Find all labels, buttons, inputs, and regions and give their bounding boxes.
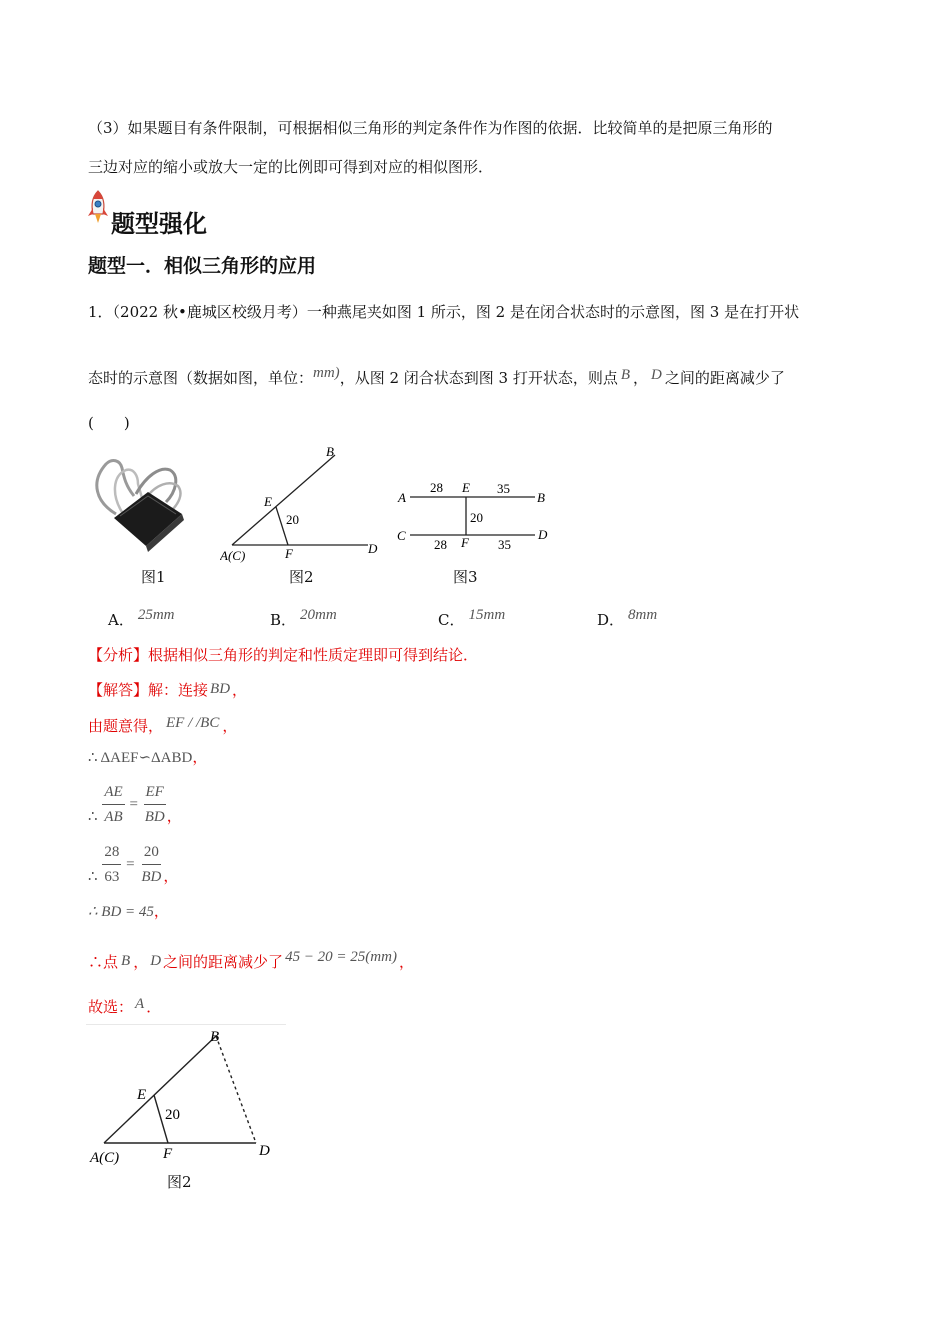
solution-line-4: ∴ $\frac{AE}{AB}$ = $\frac{EF}{BD}$ ， [88, 784, 182, 825]
label-a-c: A(C) [90, 1150, 120, 1166]
figure-3-caption: 图3 [453, 568, 478, 586]
dashed-segment-bd [216, 1036, 256, 1143]
label-a: A [398, 490, 406, 505]
option-a[interactable]: A． 25mm [108, 607, 175, 629]
label-ef-length: 20 [470, 510, 483, 525]
fraction-ae-ab: $\frac{AE}{AB}$ [104, 784, 123, 825]
label-cf-length: 28 [434, 537, 447, 552]
label-e: E [264, 494, 272, 509]
label-f: F [461, 535, 469, 550]
solution-line-7: ∴点 B ， D 之间的距离减少了 45 − 20 = 25(mm) ， [88, 949, 414, 971]
solution-line-8: 故选： A ． [88, 996, 162, 1016]
label-ef-length: 20 [165, 1107, 180, 1123]
section-title: 题型强化 [111, 210, 207, 238]
section-subtitle: 题型一．相似三角形的应用 [88, 255, 317, 277]
binder-clip-image [86, 452, 196, 557]
option-d[interactable]: D． 8mm [597, 607, 658, 629]
question-line-1: 1．（2022 秋•鹿城区校级月考）一种燕尾夹如图 1 所示，图 2 是在闭合状态时的示意图，图 3 是在打开状 [88, 303, 800, 321]
label-ef-length: 20 [286, 512, 299, 527]
figure-3-open-diagram [393, 474, 558, 554]
label-b: B [210, 1029, 220, 1045]
label-d: D [259, 1143, 270, 1159]
label-ae-length: 28 [430, 480, 443, 495]
label-f: F [163, 1146, 173, 1162]
figure-2-caption: 图2 [289, 568, 314, 586]
figure-2-closed-diagram [220, 440, 390, 565]
label-b: B [326, 444, 334, 459]
option-b[interactable]: B． 20mm [270, 607, 337, 629]
solution-line-1: 【解答】解：连接 BD ， [88, 681, 248, 699]
question-answer-paren: ( ) [88, 414, 130, 432]
figure-1-caption: 图1 [141, 568, 166, 586]
solution-line-3: ∴ ΔAEF∽ΔABD， [88, 748, 208, 766]
solution-figure-caption: 图2 [167, 1173, 192, 1191]
fraction-20-bd: $\frac{20}{BD}$ [141, 844, 162, 885]
solution-line-6: ∴ BD = 45， [88, 902, 169, 920]
solution-line-2: 由题意得， EF / /BC ， [88, 715, 238, 735]
fraction-28-63: $\frac{28}{63}$ [104, 844, 120, 885]
question-line-2: 态时的示意图（数据如图，单位：mm)，从图 2 闭合状态到图 3 打开状态，则点 B ， D 之间的距离减少了 [88, 365, 785, 387]
label-fd-length: 35 [498, 537, 511, 552]
fraction-ef-bd: $\frac{EF}{BD}$ [144, 784, 165, 825]
line-ab [104, 1036, 216, 1143]
label-f: F [285, 546, 293, 561]
intro-line-2: 三边对应的缩小或放大一定的比例即可得到对应的相似图形． [88, 158, 494, 176]
label-d: D [538, 527, 548, 542]
analysis-label: 【分析】 [88, 646, 149, 664]
label-c: C [397, 528, 406, 543]
option-c[interactable]: C． 15mm [438, 607, 506, 629]
label-b: B [537, 490, 545, 505]
intro-line-1: （3）如果题目有条件限制，可根据相似三角形的判定条件作为作图的依据．比较简单的是把原三角形的 [88, 119, 773, 137]
solution-figure [86, 1024, 286, 1170]
rocket-icon [86, 190, 110, 226]
label-e: E [462, 480, 470, 495]
label-e: E [137, 1087, 147, 1103]
analysis: 【分析】根据相似三角形的判定和性质定理即可得到结论． [88, 646, 479, 664]
label-a-c: A(C) [220, 548, 246, 563]
solution-label: 【解答】 [88, 681, 149, 699]
label-eb-length: 35 [497, 481, 510, 496]
label-d: D [368, 541, 378, 556]
solution-line-5: ∴ $\frac{28}{63}$ = $\frac{20}{BD}$ ， [88, 844, 179, 885]
